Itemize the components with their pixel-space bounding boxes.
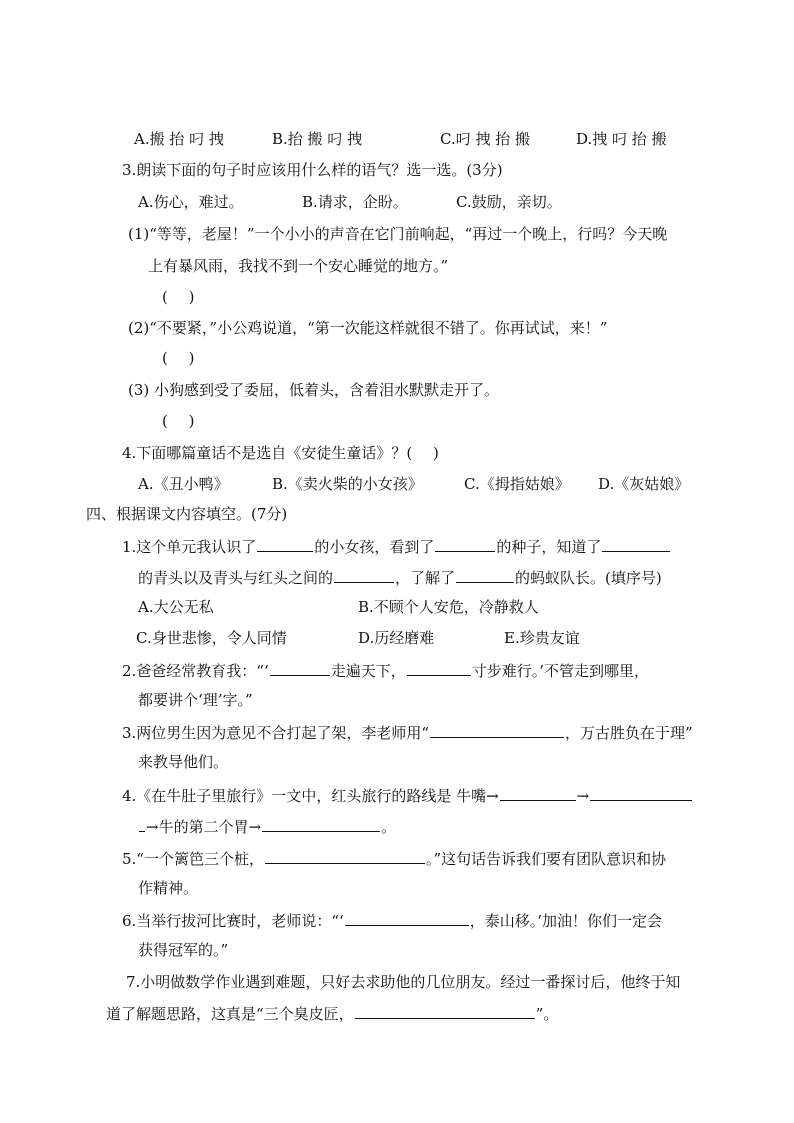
s4-q1-blank-1[interactable] (257, 536, 313, 552)
s4-q1-text-5: ，了解了 (395, 569, 456, 587)
s4-q2-text-3: 寸步难行。’不管走到哪里， (471, 662, 650, 680)
s4-q3-text-2: ，万古胜负在于理” (564, 724, 693, 742)
s4-q6-line-2: 获得冠军的。” (138, 941, 229, 959)
s4-q1-text-6: 的蚂蚁队长。(填序号) (515, 569, 662, 587)
s4-q4-blank-3[interactable] (262, 816, 380, 832)
s4-q2-line-2: 都要讲个‘理’字。” (138, 691, 253, 709)
s4-q1-option-d: D.历经磨难 (358, 629, 435, 647)
s4-q4-blank-2-cont[interactable] (139, 816, 145, 832)
q4-answer-paren[interactable]: ( ) (406, 444, 447, 462)
q4-stem-text: 4.下面哪篇童话不是选自《安徒生童话》？ (122, 444, 407, 462)
s4-q1-blank-3[interactable] (602, 536, 670, 552)
q4-option-b: B.《卖火柴的小女孩》 (272, 475, 423, 493)
s4-q5-blank-1[interactable] (265, 848, 425, 864)
s4-q2-line-1 (122, 660, 649, 681)
s4-q1-line-1 (122, 536, 671, 557)
s4-q1-text-2: 的小女孩，看到了 (314, 538, 435, 556)
s4-q5-line-1 (122, 848, 666, 869)
s4-q7-line-1: 7.小明做数学作业遇到难题，只好去求助他的几位朋友。经过一番探讨后，他终于知 (126, 973, 681, 991)
s4-q7-line-2 (106, 1003, 558, 1024)
s4-q1-option-a: A.大公无私 (138, 598, 214, 616)
s4-q1-text-1: 1.这个单元我认识了 (122, 538, 257, 556)
q3-answer-paren-2[interactable]: ( ) (162, 349, 203, 367)
s4-q1-blank-5[interactable] (456, 567, 514, 583)
q2-option-a: A.搬 抬 叼 拽 (134, 130, 224, 148)
s4-q3-line-2: 来教导他们。 (138, 753, 229, 771)
s4-q3-text-1: 3.两位男生因为意见不合打起了架，李老师用“ (122, 724, 429, 742)
s4-q4-text-4: 。 (381, 818, 397, 836)
s4-q6-text-2: ，泰山移。’加油！你们一定会 (469, 912, 663, 930)
q4-option-c: C.《拇指姑娘》 (464, 475, 570, 493)
s4-q2-blank-2[interactable] (407, 660, 471, 676)
q3-sentence-1: (1)“等等，老屋！”一个小小的声音在它门前响起，“再过一个晚上，行吗？今天晚 (128, 225, 668, 243)
s4-q4-text-3: →牛的第二个胃→ (146, 818, 262, 836)
s4-q2-blank-1[interactable] (270, 660, 330, 676)
q4-option-a: A.《丑小鸭》 (138, 475, 229, 493)
q3-answer-paren-3[interactable]: ( ) (162, 412, 203, 430)
s4-q4-blank-1[interactable] (500, 785, 576, 801)
s4-q2-text-1: 2.爸爸经常教育我：“‘ (122, 662, 269, 680)
s4-q1-text-3: 的种子，知道了 (496, 538, 602, 556)
s4-q1-blank-2[interactable] (435, 536, 495, 552)
s4-q3-blank-1[interactable] (430, 722, 564, 738)
q4-option-d: D.《灰姑娘》 (598, 475, 690, 493)
q3-sentence-2: (2)“不要紧，”小公鸡说道，“第一次能这样就很不错了。你再试试，来！” (128, 319, 608, 337)
s4-q7-text-3: ”。 (535, 1005, 559, 1023)
q3-stem: 3.朗读下面的句子时应该用什么样的语气？选一选。(3分) (122, 161, 503, 179)
q3-option-c: C.鼓励，亲切。 (456, 193, 562, 211)
s4-q1-option-b: B.不顾个人安危，冷静救人 (358, 598, 539, 616)
s4-q1-text-4: 的青头以及青头与红头之间的 (138, 569, 334, 587)
s4-q7-text-2: 道了解题思路，这真是“三个臭皮匠， (106, 1005, 354, 1023)
s4-q5-line-2: 作精神。 (138, 879, 199, 897)
section-4-title: 四、根据课文内容填空。(7分) (86, 505, 288, 523)
q4-stem (122, 443, 447, 463)
s4-q6-line-1 (122, 910, 662, 931)
q3-answer-paren-1[interactable]: ( ) (162, 288, 203, 306)
s4-q1-option-c: C.身世悲惨，令人同情 (136, 629, 287, 647)
q2-option-d: D.拽 叼 抬 搬 (576, 130, 667, 148)
s4-q4-line-1 (122, 785, 693, 806)
q3-option-a: A.伤心，难过。 (138, 193, 244, 211)
s4-q2-text-2: 走遍天下， (330, 662, 406, 680)
s4-q4-blank-2[interactable] (590, 785, 692, 801)
s4-q5-text-2: 。”这句话告诉我们要有团队意识和协 (425, 850, 667, 868)
s4-q1-option-e: E.珍贵友谊 (504, 629, 580, 647)
s4-q1-line-2 (138, 567, 662, 588)
s4-q7-blank-1[interactable] (355, 1003, 535, 1019)
s4-q6-blank-1[interactable] (345, 910, 469, 926)
s4-q4-text-2: → (576, 787, 590, 805)
s4-q4-line-2 (138, 816, 396, 837)
s4-q5-text-1: 5.“一个篱笆三个桩， (122, 850, 264, 868)
s4-q3-line-1 (122, 722, 693, 743)
q2-option-c: C.叼 拽 抬 搬 (440, 130, 531, 148)
q3-option-b: B.请求，企盼。 (302, 193, 408, 211)
s4-q4-text-1: 4.《在牛肚子里旅行》一文中，红头旅行的路线是 牛嘴→ (122, 787, 499, 805)
s4-q6-text-1: 6.当举行拔河比赛时，老师说：“‘ (122, 912, 344, 930)
s4-q1-blank-4[interactable] (334, 567, 394, 583)
q3-sentence-3: (3) 小狗感到受了委屈，低着头，含着泪水默默走开了。 (128, 381, 500, 399)
q2-option-b: B.抬 搬 叼 拽 (272, 130, 363, 148)
q3-sentence-1-cont: 上有暴风雨，我找不到一个安心睡觉的地方。” (148, 257, 449, 275)
